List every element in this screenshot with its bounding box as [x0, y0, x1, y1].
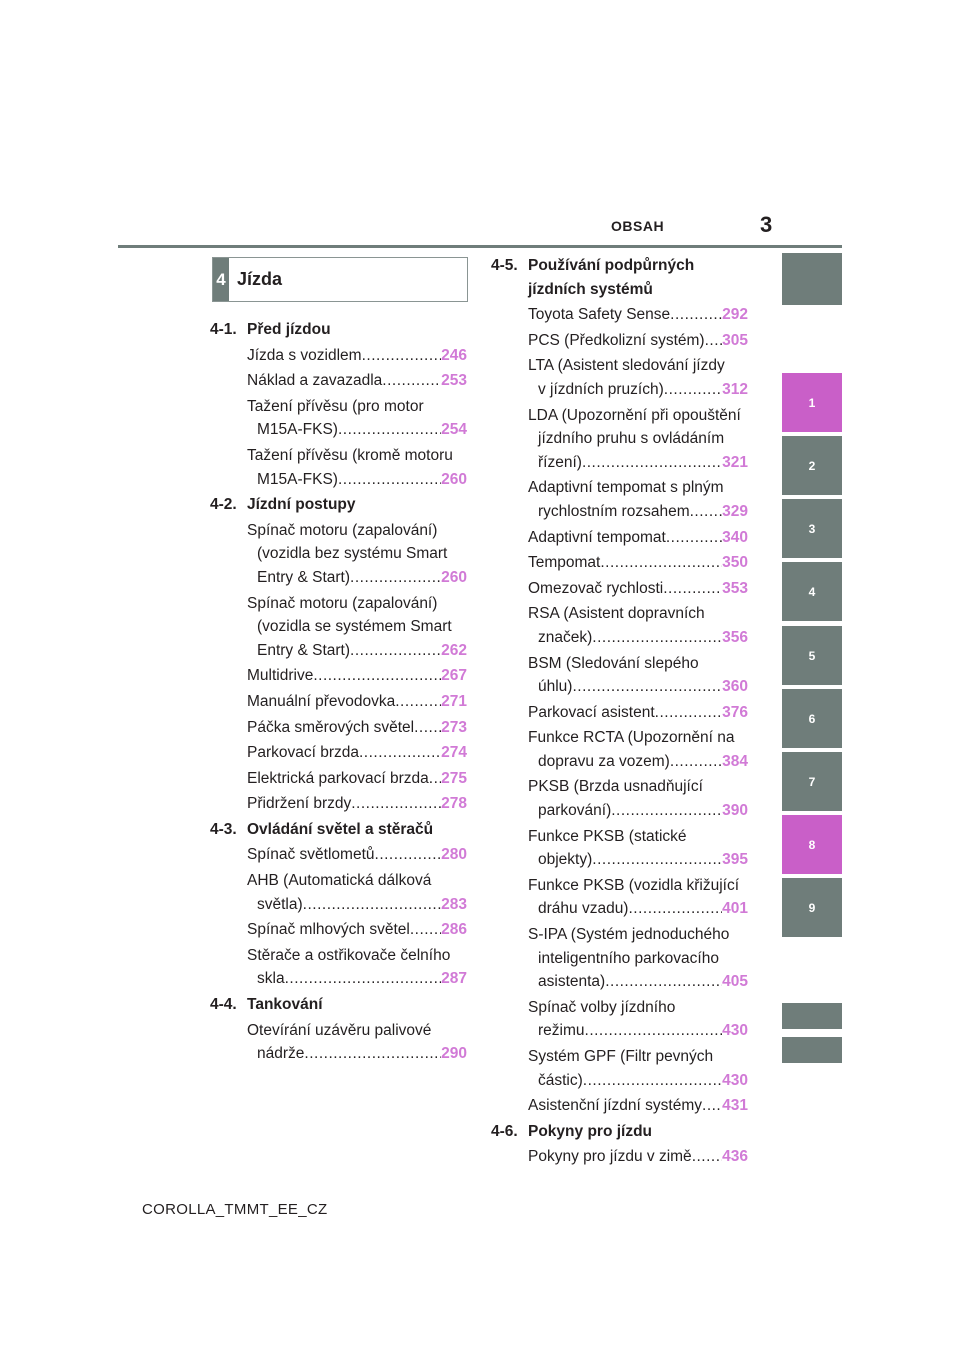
toc-entry-line: AHB (Automatická dálková	[247, 872, 432, 890]
toc-entry-last-line	[247, 918, 467, 942]
toc-entry[interactable]	[247, 395, 467, 442]
toc-entry-text: skla	[257, 970, 285, 988]
dot-leader	[666, 526, 722, 550]
dot-leader	[338, 418, 441, 442]
toc-entry-last-line	[247, 344, 467, 368]
dot-leader	[583, 1069, 722, 1093]
dot-leader	[592, 848, 722, 872]
toc-entry[interactable]	[528, 775, 748, 822]
toc-entry-last-line	[247, 418, 467, 442]
toc-entry-last-line	[247, 767, 467, 791]
toc-entry[interactable]	[247, 592, 467, 663]
toc-entry-text: Omezovač rychlosti	[528, 579, 664, 597]
toc-group-number: 4-2.	[210, 496, 237, 514]
page-link[interactable]: 305	[722, 331, 748, 349]
toc-entry-text: M15A-FKS)	[257, 421, 338, 439]
toc-entry-last-line	[528, 551, 748, 575]
dot-leader	[670, 303, 722, 327]
dot-leader	[572, 675, 722, 699]
page-link[interactable]: 405	[722, 973, 748, 991]
dot-leader	[429, 767, 441, 791]
page-number: 3	[760, 212, 773, 237]
toc-entry[interactable]	[528, 526, 748, 550]
dot-leader	[303, 893, 441, 917]
toc-group-number: 4-6.	[491, 1122, 518, 1140]
toc-entry-last-line	[528, 1069, 748, 1093]
toc-group-title: Před jízdou	[247, 321, 331, 338]
toc-group-heading	[210, 993, 467, 1017]
toc-entry-line: RSA (Asistent dopravních	[528, 605, 705, 623]
toc-entry[interactable]	[528, 874, 748, 921]
toc-entry[interactable]	[247, 344, 467, 368]
page-link[interactable]: 356	[722, 628, 748, 646]
toc-entry-text: částic)	[538, 1071, 583, 1089]
chapter-tab-7[interactable]: 7	[782, 752, 842, 811]
page-link[interactable]: 273	[441, 718, 467, 736]
toc-entry-line: PKSB (Brzda usnadňující	[528, 778, 703, 796]
page-link[interactable]: 290	[441, 1045, 467, 1063]
toc-entry[interactable]	[528, 1045, 748, 1092]
page-link[interactable]: 430	[722, 1071, 748, 1089]
section-number: 4	[213, 258, 229, 301]
toc-entry-text: PCS (Předkolizní systém)	[528, 331, 705, 349]
toc-entry-last-line	[528, 303, 748, 327]
toc-entry-last-line	[528, 897, 748, 921]
toc-entry-last-line	[528, 378, 748, 402]
toc-entry-text: světla)	[257, 895, 303, 913]
toc-entry-text: Jízda s vozidlem	[247, 346, 362, 364]
page-link[interactable]: 390	[722, 802, 748, 820]
dot-leader	[582, 451, 722, 475]
toc-group-number: 4-4.	[210, 996, 237, 1014]
toc-entry-line: S-IPA (Systém jednoduchého	[528, 926, 730, 944]
page-link[interactable]: 292	[722, 306, 748, 324]
toc-entry-text: M15A-FKS)	[257, 470, 338, 488]
chapter-tab-4[interactable]: 4	[782, 562, 842, 621]
dot-leader	[410, 918, 441, 942]
toc-entry-last-line	[247, 369, 467, 393]
page-link[interactable]: 278	[441, 795, 467, 813]
page-link[interactable]: 376	[722, 703, 748, 721]
toc-entry-last-line	[528, 1094, 748, 1118]
toc-entry-line: Tažení přívěsu (pro motor	[247, 397, 424, 415]
toc-entry-last-line	[247, 664, 467, 688]
spacer	[210, 1066, 467, 1068]
toc-entry[interactable]	[247, 767, 467, 791]
toc-entry-last-line	[528, 329, 748, 353]
toc-entry-line: Otevírání uzávěru palivové	[247, 1021, 432, 1039]
toc-entry[interactable]	[528, 701, 748, 725]
toc-entry-text: Přidržení brzdy	[247, 795, 352, 813]
page-link[interactable]: 267	[441, 667, 467, 685]
toc-entry-line: Funkce PKSB (statické	[528, 827, 687, 845]
toc-group-title: Tankování	[247, 996, 323, 1014]
toc-group-heading	[210, 318, 467, 342]
dot-leader	[313, 664, 441, 688]
page-link[interactable]: 246	[441, 346, 467, 364]
page-link[interactable]: 384	[722, 752, 748, 770]
toc-entry[interactable]	[247, 664, 467, 688]
dot-leader	[350, 639, 441, 663]
section-title: Jízda	[237, 269, 283, 289]
toc-entry-last-line	[247, 468, 467, 492]
toc-entry-text: Parkovací asistent	[528, 703, 655, 721]
toc-entry-text: v jízdních pruzích)	[538, 380, 664, 398]
toc-entry-line: Spínač motoru (zapalování)	[247, 594, 438, 612]
chapter-tab-1[interactable]: 1	[782, 373, 842, 432]
page-link[interactable]: 329	[722, 502, 748, 520]
toc-entry-text: Parkovací brzda	[247, 744, 359, 762]
toc-entry-last-line	[247, 893, 467, 917]
dot-leader	[702, 1094, 722, 1118]
toc-entry-line: (vozidla se systémem Smart	[257, 618, 452, 636]
page-link[interactable]: 274	[441, 744, 467, 762]
chapter-tab-5[interactable]: 5	[782, 626, 842, 685]
chapter-tab-blank[interactable]	[782, 253, 842, 305]
toc-group-heading	[210, 818, 467, 842]
chapter-tab-3[interactable]: 3	[782, 499, 842, 558]
toc-entry[interactable]	[528, 577, 748, 601]
toc-entry[interactable]	[528, 825, 748, 872]
dot-leader	[605, 970, 722, 994]
toc-entry[interactable]	[247, 690, 467, 714]
toc-entry[interactable]	[528, 303, 748, 327]
toc-entry-last-line	[247, 792, 467, 816]
page-link[interactable]: 350	[722, 554, 748, 572]
toc-entry-text: Adaptivní tempomat	[528, 528, 666, 546]
toc-left-column	[210, 318, 467, 1068]
toc-entry-text: nádrže	[257, 1045, 305, 1063]
toc-entry-line: Tažení přívěsu (kromě motoru	[247, 446, 453, 464]
dot-leader	[585, 1019, 723, 1043]
page-link[interactable]: 260	[441, 470, 467, 488]
toc-entry[interactable]	[247, 741, 467, 765]
toc-entry[interactable]	[528, 476, 748, 523]
toc-group-title: Používání podpůrných jízdních systémů	[528, 257, 695, 298]
toc-entry-text: Elektrická parkovací brzda	[247, 769, 429, 787]
dot-leader	[285, 967, 442, 991]
toc-entry-text: Toyota Safety Sense	[528, 306, 671, 324]
dot-leader	[338, 468, 441, 492]
toc-group-number: 4-5.	[491, 257, 518, 274]
toc-entry-last-line	[528, 701, 748, 725]
toc-entry[interactable]	[528, 602, 748, 649]
toc-entry-line: Adaptivní tempomat s plným	[528, 479, 724, 497]
toc-entry-last-line	[247, 843, 467, 867]
toc-entry-line: Funkce PKSB (vozidla křižující	[528, 876, 740, 894]
toc-entry-last-line	[247, 639, 467, 663]
page-link[interactable]: 280	[441, 846, 467, 864]
toc-entry-line: LTA (Asistent sledování jízdy	[528, 357, 725, 375]
dot-leader	[362, 344, 442, 368]
dot-leader	[600, 551, 722, 575]
toc-entry-last-line	[528, 750, 748, 774]
toc-entry-text: Entry & Start)	[257, 641, 351, 659]
toc-entry-last-line	[528, 500, 748, 524]
toc-entry-line: Stěrače a ostřikovače čelního	[247, 946, 451, 964]
toc-group-number: 4-1.	[210, 321, 237, 338]
page-link[interactable]: 275	[441, 769, 467, 787]
dot-leader	[359, 741, 441, 765]
page-link[interactable]: 360	[722, 678, 748, 696]
dot-leader	[382, 369, 441, 393]
toc-entry-text: Asistenční jízdní systémy	[528, 1097, 703, 1115]
dot-leader	[670, 750, 722, 774]
toc-entry[interactable]	[528, 923, 748, 994]
toc-entry[interactable]	[528, 404, 748, 475]
toc-entry-last-line	[528, 451, 748, 475]
toc-entry[interactable]	[247, 918, 467, 942]
toc-entry-last-line	[528, 526, 748, 550]
page-link[interactable]: 395	[722, 851, 748, 869]
toc-entry-text: značek)	[538, 628, 593, 646]
page-link[interactable]: 287	[441, 970, 467, 988]
page-link[interactable]: 271	[441, 692, 467, 710]
page-link[interactable]: 430	[722, 1022, 748, 1040]
toc-entry-text: Tempomat	[528, 554, 601, 572]
toc-entry-text: Náklad a zavazadla	[247, 372, 383, 390]
toc-entry-line: inteligentního parkovacího	[538, 949, 719, 967]
dot-leader	[705, 329, 723, 353]
toc-entry-line: LDA (Upozornění při opouštění	[528, 406, 741, 424]
toc-entry-line: Systém GPF (Filtr pevných	[528, 1048, 714, 1065]
toc-entry-last-line	[528, 970, 748, 994]
toc-entry[interactable]	[247, 716, 467, 740]
toc-entry[interactable]	[247, 444, 467, 491]
toc-entry-last-line	[528, 577, 748, 601]
toc-entry-line: Spínač motoru (zapalování)	[247, 521, 438, 539]
toc-entry-text: asistenta)	[538, 973, 606, 991]
dot-leader	[350, 566, 441, 590]
header-title: OBSAH	[611, 218, 665, 234]
page-link[interactable]: 260	[441, 568, 467, 586]
toc-entry[interactable]	[528, 1094, 748, 1118]
toc-entry-text: parkování)	[538, 802, 612, 820]
dot-leader	[375, 843, 442, 867]
toc-entry-line: Spínač volby jízdního	[528, 998, 676, 1016]
toc-entry[interactable]	[528, 726, 748, 773]
toc-entry-last-line	[247, 566, 467, 590]
dot-leader	[690, 500, 723, 524]
page-link[interactable]: 340	[722, 528, 748, 546]
toc-entry-text: dráhu vzadu)	[538, 900, 629, 918]
dot-leader	[611, 799, 722, 823]
dot-leader	[663, 577, 722, 601]
toc-entry[interactable]	[528, 996, 748, 1043]
page-link[interactable]: 286	[441, 921, 467, 939]
toc-entry-text: úhlu)	[538, 678, 573, 696]
toc-entry[interactable]	[528, 1145, 748, 1169]
dot-leader	[692, 1145, 722, 1169]
toc-entry-last-line	[247, 716, 467, 740]
toc-entry-last-line	[247, 741, 467, 765]
page-link[interactable]: 283	[441, 895, 467, 913]
toc-group-number: 4-3.	[210, 820, 237, 838]
page-link[interactable]: 436	[722, 1148, 748, 1166]
toc-entry-line: BSM (Sledování slepého	[528, 654, 699, 672]
spacer	[491, 1169, 748, 1171]
toc-group-title: Ovládání světel a stěračů	[247, 820, 434, 838]
toc-entry-last-line	[247, 967, 467, 991]
toc-entry[interactable]	[247, 843, 467, 867]
toc-entry[interactable]	[528, 652, 748, 699]
toc-entry-line: jízdního pruhu s ovládáním	[538, 430, 725, 448]
chapter-tab-6[interactable]: 6	[782, 689, 842, 748]
section-header	[212, 257, 468, 302]
toc-group-title: Pokyny pro jízdu	[528, 1122, 653, 1140]
toc-entry[interactable]	[247, 1019, 467, 1066]
toc-entry-last-line	[528, 1019, 748, 1043]
dot-leader	[628, 897, 722, 921]
dot-leader	[395, 690, 441, 714]
toc-entry-text: dopravu za vozem)	[538, 752, 670, 770]
toc-entry-text: Spínač světlometů	[247, 846, 375, 864]
toc-entry[interactable]	[247, 944, 467, 991]
toc-entry[interactable]	[528, 354, 748, 401]
dot-leader	[655, 701, 722, 725]
toc-entry-text: rychlostním rozsahem	[538, 502, 690, 520]
toc-group-heading	[210, 493, 467, 517]
page-link[interactable]: 353	[722, 579, 748, 597]
toc-entry[interactable]	[528, 329, 748, 353]
toc-entry-text: Multidrive	[247, 667, 314, 685]
toc-entry-last-line	[528, 799, 748, 823]
toc-entry-text: Spínač mlhových světel	[247, 921, 410, 939]
toc-entry-text: režimu	[538, 1022, 585, 1040]
header-rule	[118, 245, 842, 248]
toc-group-title: Jízdní postupy	[247, 496, 356, 514]
toc-entry-text: Páčka směrových světel	[247, 718, 415, 736]
toc-group-heading	[491, 1120, 748, 1144]
toc-entry[interactable]	[247, 369, 467, 393]
document-code: COROLLA_TMMT_EE_CZ	[142, 1201, 328, 1218]
toc-entry[interactable]	[528, 551, 748, 575]
page-link[interactable]: 312	[722, 380, 748, 398]
chapter-tab-blank[interactable]	[782, 1003, 842, 1029]
toc-entry-text: Entry & Start)	[257, 568, 351, 586]
chapter-tab-8[interactable]: 8	[782, 815, 842, 874]
toc-entry-text: řízení)	[538, 453, 582, 471]
toc-entry[interactable]	[247, 869, 467, 916]
toc-entry-line: (vozidla bez systému Smart	[257, 545, 448, 563]
toc-entry-text: Pokyny pro jízdu v zimě	[528, 1148, 692, 1166]
toc-entry-text: Manuální převodovka	[247, 692, 396, 710]
toc-entry-last-line	[528, 1145, 748, 1169]
toc-entry-last-line	[528, 675, 748, 699]
toc-entry-last-line	[247, 1042, 467, 1066]
dot-leader	[592, 626, 722, 650]
toc-right-column	[491, 254, 748, 1171]
chapter-tab-blank[interactable]	[782, 1037, 842, 1063]
page-link[interactable]: 253	[441, 372, 467, 390]
dot-leader	[664, 378, 722, 402]
toc-entry-last-line	[528, 848, 748, 872]
chapter-tab-2[interactable]: 2	[782, 436, 842, 495]
toc-entry[interactable]	[247, 792, 467, 816]
page-link[interactable]: 401	[722, 900, 748, 918]
page-link[interactable]: 262	[441, 641, 467, 659]
toc-entry[interactable]	[247, 519, 467, 590]
page-link[interactable]: 254	[441, 421, 467, 439]
dot-leader	[304, 1042, 441, 1066]
page-link[interactable]: 321	[722, 453, 748, 471]
toc-entry-text: objekty)	[538, 851, 593, 869]
toc-entry-last-line	[247, 690, 467, 714]
toc-entry-last-line	[528, 626, 748, 650]
dot-leader	[351, 792, 441, 816]
toc-entry-line: Funkce RCTA (Upozornění na	[528, 729, 735, 747]
chapter-tab-9[interactable]: 9	[782, 878, 842, 937]
dot-leader	[414, 716, 441, 740]
page-link[interactable]: 431	[722, 1097, 748, 1115]
toc-group-heading	[491, 254, 748, 301]
